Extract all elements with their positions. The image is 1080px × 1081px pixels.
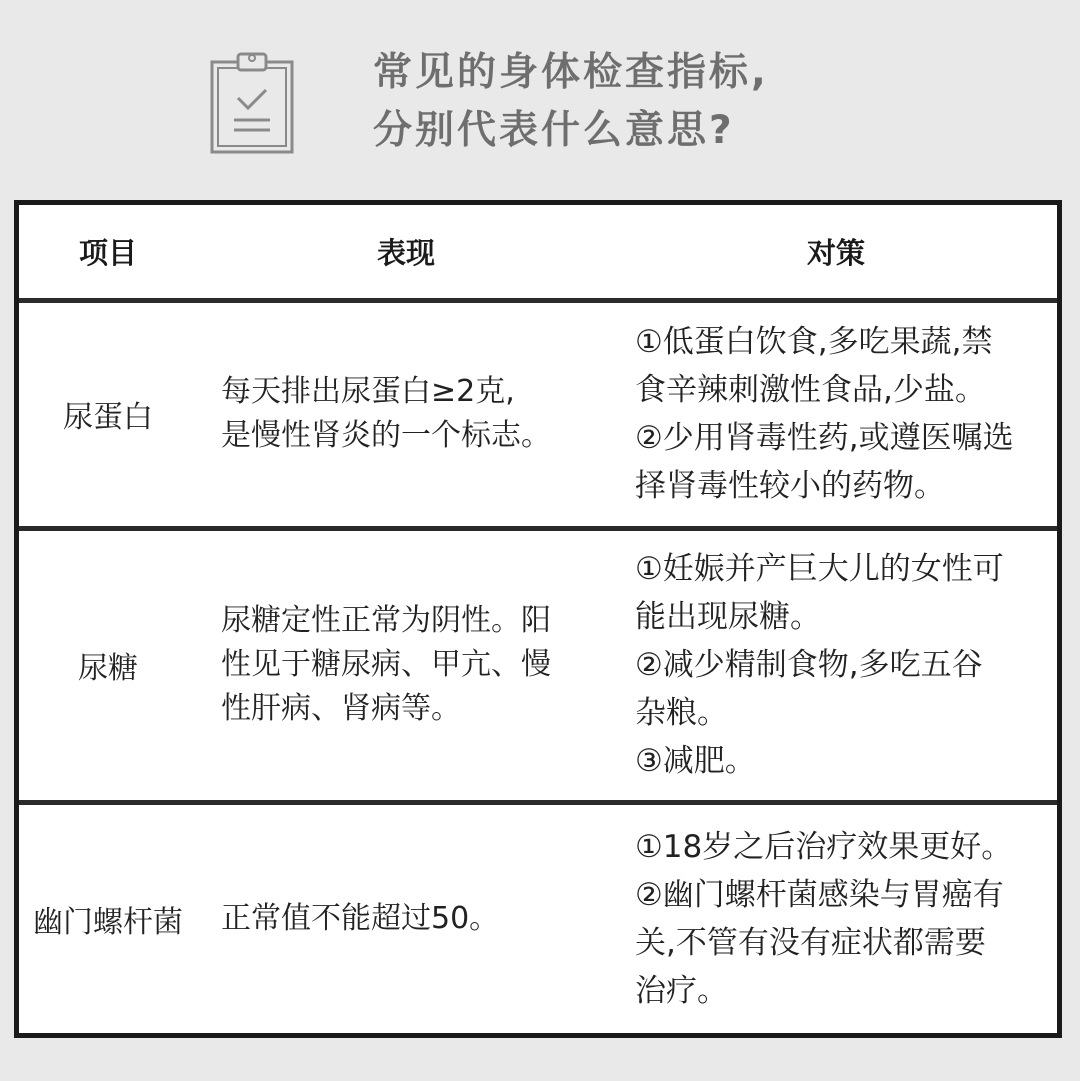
countermeasure-line: ②减少精制食物,多吃五谷 [635,647,983,683]
countermeasure-line: ①妊娠并产巨大儿的女性可 [635,551,1004,587]
countermeasure-line: ①低蛋白饮食,多吃果蔬,禁 [635,324,993,360]
item-cell: 尿蛋白 [19,300,197,528]
description-line: 性见于糖尿病、甲亢、慢 [221,647,551,682]
title-line-1: 常见的身体检查指标, [373,50,769,95]
page-title [373,44,1053,160]
header-description: 表现 [197,205,615,300]
countermeasure-line: 关,不管有没有症状都需要 [635,924,986,961]
countermeasure-cell [615,802,1057,1033]
table-row [19,802,1057,1033]
description-line: 是慢性肾炎的一个标志。 [221,418,551,453]
header-countermeasures: 对策 [615,205,1057,300]
countermeasure-line: ②少用肾毒性药,或遵医嘱选 [635,420,1014,456]
table-row [19,528,1057,802]
title-line-2: 分别代表什么意思? [373,108,735,153]
description-cell [197,300,615,528]
description-line: 正常值不能超过50。 [221,900,500,936]
description-line: 尿糖定性正常为阴性。阳 [221,603,551,638]
countermeasure-cell [615,300,1057,528]
countermeasure-line: ②幽门螺杆菌感染与胃癌有 [635,876,1004,913]
countermeasure-line: 能出现尿糖。 [635,599,821,635]
table-header-row [19,205,1057,300]
countermeasure-line: 治疗。 [635,972,728,1009]
description-cell [197,802,615,1033]
countermeasure-cell [615,528,1057,802]
indicators-table [14,200,1062,1038]
item-cell: 幽门螺杆菌 [33,904,183,940]
table-row [19,300,1057,528]
page-header [0,0,1080,195]
item-cell: 尿糖 [19,528,197,802]
description-cell [197,528,615,802]
indicators-table-grid [19,205,1057,1033]
countermeasure-line: 食辛辣刺激性食品,少盐。 [635,372,986,408]
countermeasure-line: 杂粮。 [635,695,728,731]
header-item: 项目 [19,205,197,300]
countermeasure-line: 择肾毒性较小的药物。 [635,468,945,504]
countermeasure-line: ③减肥。 [635,743,756,779]
countermeasure-line: ①18岁之后治疗效果更好。 [635,828,1013,865]
description-line: 性肝病、肾病等。 [221,691,461,726]
clipboard-check-icon [208,48,296,156]
description-line: 每天排出尿蛋白≥2克, [221,374,515,409]
